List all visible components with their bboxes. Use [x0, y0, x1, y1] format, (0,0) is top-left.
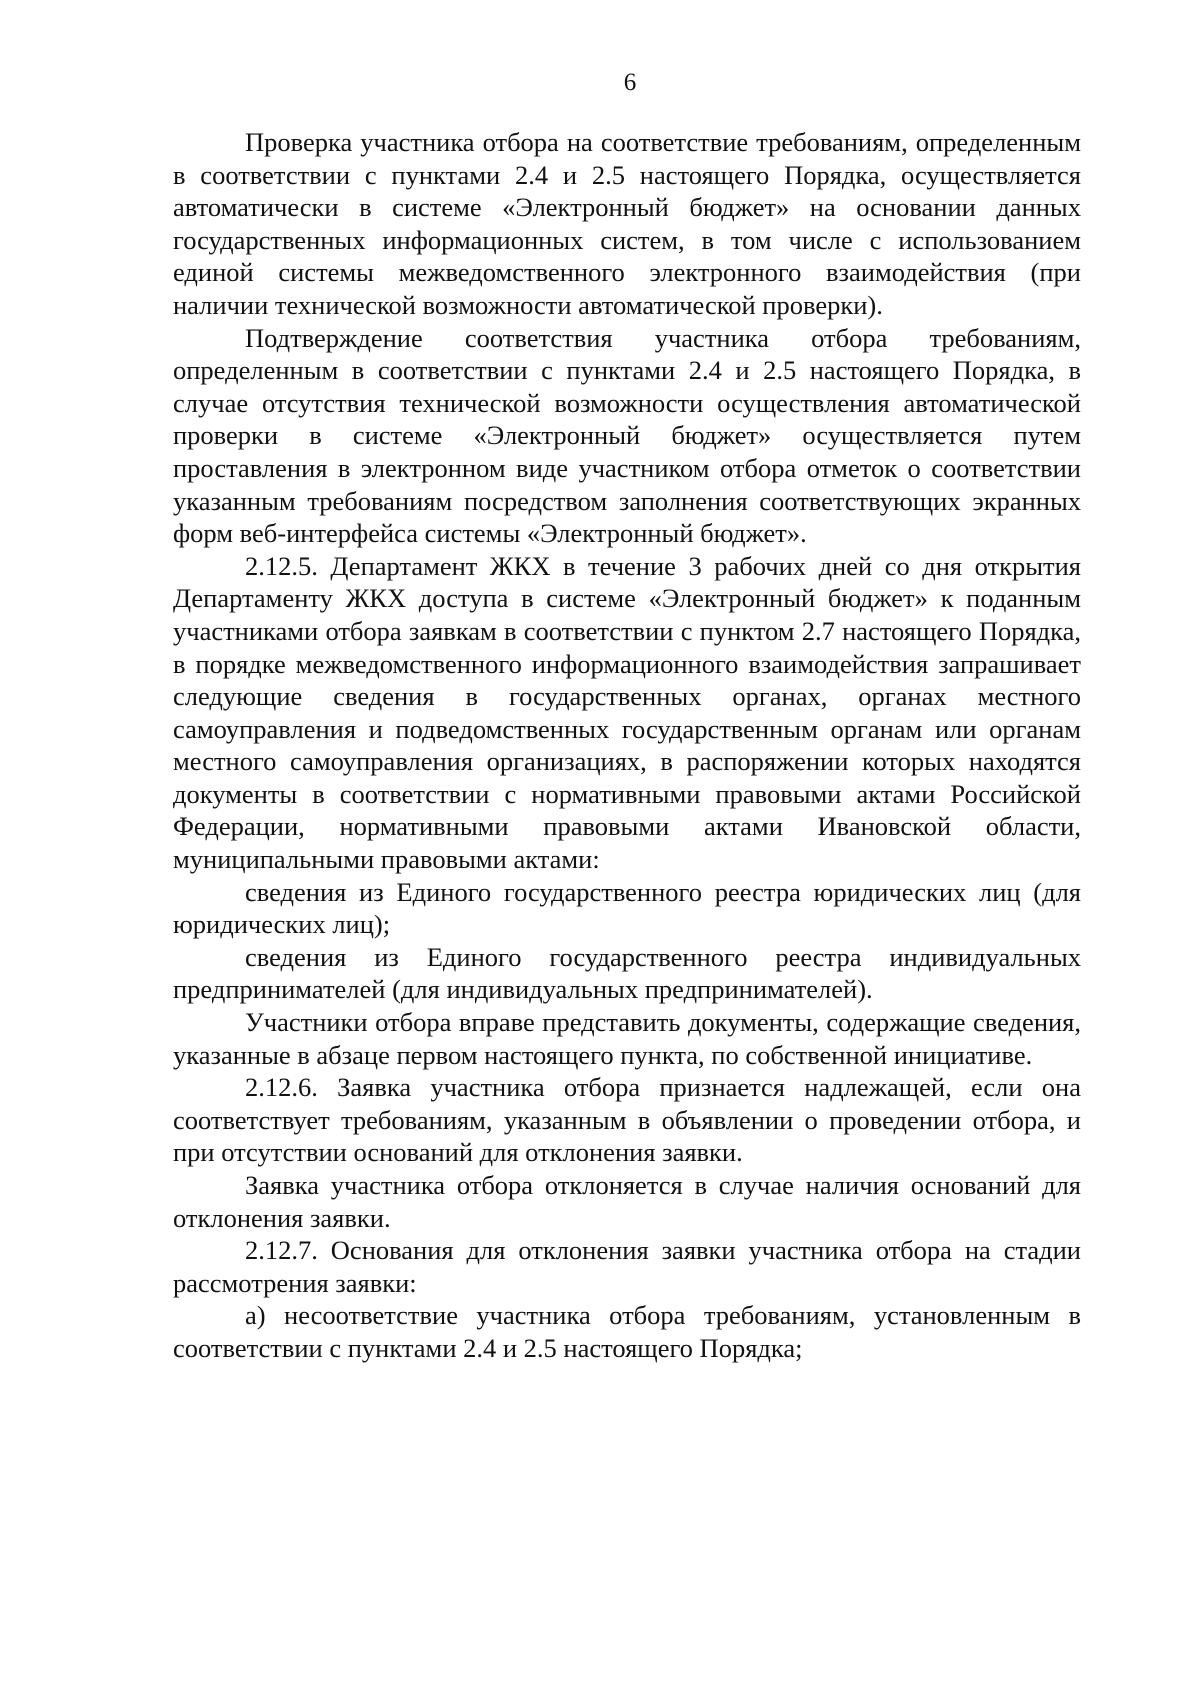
paragraph-2-12-7: 2.12.7. Основания для отклонения заявки участника отбора на стадии рассмотрения заявки: [173, 1235, 1081, 1298]
document-body [173, 126, 1081, 1365]
page-number: 6 [623, 69, 637, 96]
paragraph-own-initiative: Участники отбора вправе представить документы, содержащие сведения, указанные в абзаце первом настоящего пункта, по собственной инициативе. [173, 1007, 1081, 1070]
paragraph-item-a: а) несоответствие участника отбора требованиям, установленным в соответствии с пунктами 2.4 и 2.5 настоящего Порядка; [173, 1300, 1081, 1363]
paragraph-confirmation: Подтверждение соответствия участника отбора требованиям, определенным в соответствии с пунктами 2.4 и 2.5 настоящего Порядка, в случае отсутствия технической возможности осуществления автоматической проверки в системе «Электронный бюджет» осуществляется путем проставления в электронном виде участником отбора отметок о соответствии указанным требованиям посредством заполнения соответствующих экранных форм веб-интерфейса системы «Электронный бюджет». [173, 322, 1081, 549]
paragraph-rejection: Заявка участника отбора отклоняется в случае наличия оснований для отклонения заявки. [173, 1170, 1081, 1233]
paragraph-2-12-5: 2.12.5. Департамент ЖКХ в течение 3 рабочих дней со дня открытия Департаменту ЖКХ доступа в системе «Электронный бюджет» к поданным участниками отбора заявкам в соответствии с пунктом 2.7 настоящего Порядка, в порядке межведомственного информационного взаимодействия запрашивает следующие сведения в государственных органах, органах местного самоуправления и подведомственных государственным органам или органам местного самоуправления организациях, в распоряжении которых находятся документы в соответствии с нормативными правовыми актами Российской Федерации, нормативными правовыми актами Ивановской области, муниципальными правовыми актами: [173, 550, 1081, 875]
paragraph-egrul: сведения из Единого государственного реестра юридических лиц (для юридических лиц); [173, 876, 1081, 940]
paragraph-automatic-check: Проверка участника отбора на соответствие требованиям, определенным в соответствии с пунктами 2.4 и 2.5 настоящего Порядка, осуществляется автоматически в системе «Электронный бюджет» на основании данных государственных информационных систем, в том числе с использованием единой системы межведомственного электронного взаимодействия (при наличии технической возможности автоматической проверки). [173, 127, 1081, 320]
paragraph-2-12-6: 2.12.6. Заявка участника отбора признается надлежащей, если она соответствует требованиям, указанным в объявлении о проведении отбора, и при отсутствии оснований для отклонения заявки. [173, 1072, 1081, 1168]
paragraph-egrip: сведения из Единого государственного реестра индивидуальных предпринимателей (для индивидуальных предпринимателей). [173, 941, 1081, 1005]
